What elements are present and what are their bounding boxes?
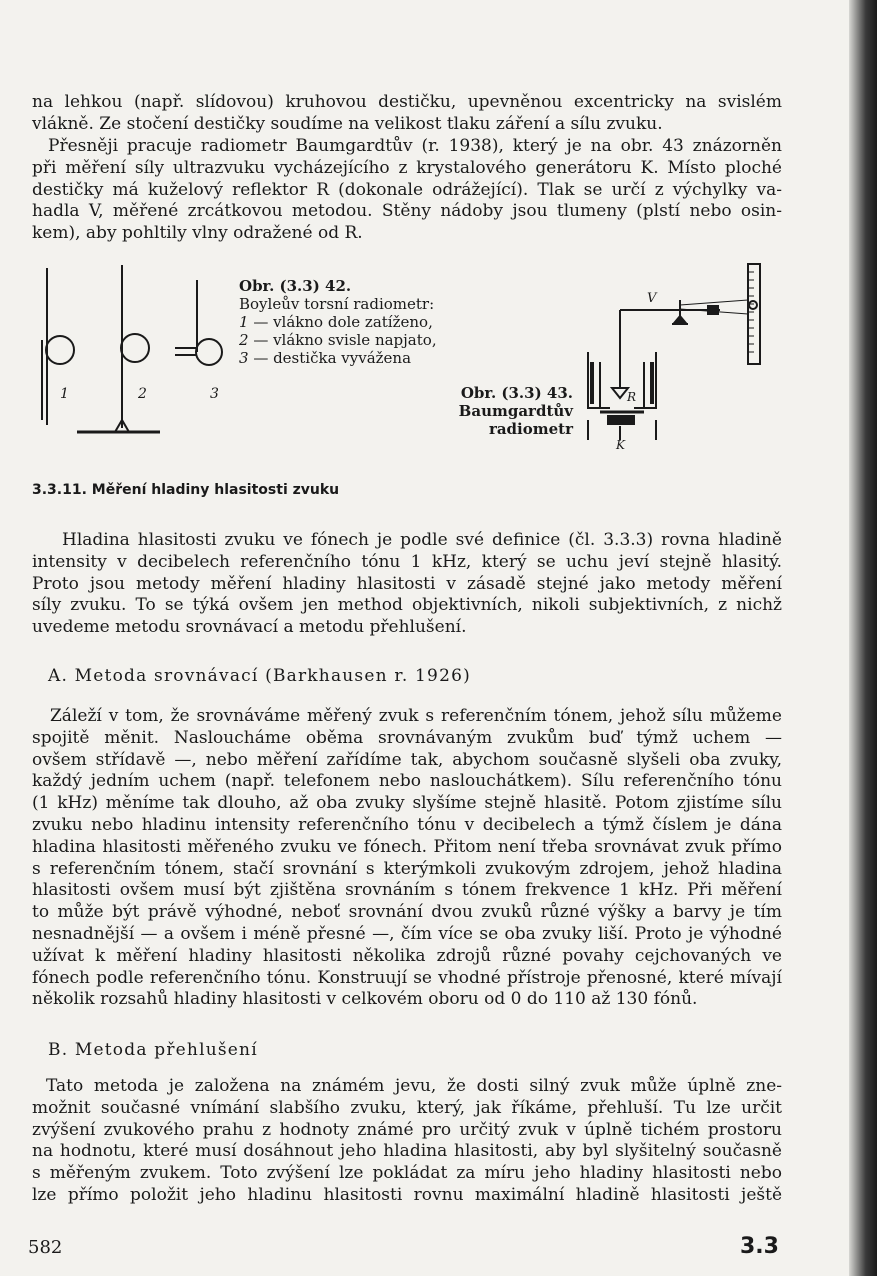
- fig42-subtitle: Boyleův torsní radiometr:: [239, 295, 435, 313]
- b-line-3: zvýšení zvukového prahu z hodnoty známé pro určitý zvuk v úplně tichém prostoru: [32, 1119, 782, 1140]
- section-heading: 3.3.11. Měření hladiny hlasitosti zvuku: [32, 482, 340, 498]
- figure-43-caption: [453, 384, 573, 438]
- paragraph-a: [32, 706, 782, 1011]
- baumgardt-line-1: Přesněji pracuje radiometr Baumgardtův (r. 1938), který je na obr. 43 znázorněn: [48, 136, 782, 156]
- fig42-item-1: 1 — vlákno dole zatíženo,: [239, 313, 433, 331]
- a-line-7: hladina hlasitosti měřeného zvuku ve fónech. Přitom není třeba srovnávat zvuk přímo: [32, 836, 782, 857]
- figure-42-caption: [239, 277, 437, 367]
- a-line-14: několik rozsahů hladiny hlasitosti v celkovém oboru od 0 do 110 až 130 fónů.: [32, 989, 698, 1010]
- section-line-3: Proto jsou metody měření hladiny hlasitosti v zásadě stejné jako metody měření: [32, 573, 782, 594]
- a-line-1: Záleží v tom, že srovnáváme měřený zvuk s referenčním tónem, jehož sílu můžeme: [50, 706, 782, 726]
- a-line-13: fónech podle referenčního tónu. Konstruují se vhodné přístroje přenosné, které mívají: [32, 967, 782, 988]
- baumgardt-line-3: destičky má kuželový reflektor R (dokonale odrážející). Tlak se určí z výchylky va-: [32, 179, 782, 200]
- fig42-label-3: 3: [210, 386, 219, 402]
- b-line-6: lze přímo položit jeho hladinu hlasitosti rovnu maximální hladině hlasitosti ještě: [32, 1184, 782, 1205]
- fig43-label-k: K: [616, 438, 625, 452]
- disc-2: [121, 334, 149, 362]
- baumgardt-paragraph: [32, 136, 782, 245]
- a-line-11: nesnadnější — a ovšem i méně přesné —, čím více se oba zvuky liší. Proto je výhodné: [32, 923, 782, 944]
- section-line-2: intensity v decibelech referenčního tónu 1 kHz, který se uchu jeví stejně hlasitý.: [32, 551, 782, 572]
- subsection-a-heading: A. Metoda srovnávací (Barkhausen r. 1926): [48, 666, 471, 686]
- fig42-label-2: 2: [138, 386, 147, 402]
- scale: [748, 264, 760, 364]
- fig42-title: Obr. (3.3) 42.: [239, 277, 352, 295]
- baumgardt-line-2: při měření síly ultrazvuku vycházejícího z krystalového generátoru K. Místo ploché: [32, 157, 782, 178]
- figure-43-drawing: [580, 260, 770, 450]
- fig43-line2: Baumgardtův: [458, 402, 573, 420]
- fig42-item-3: 3 — destička vyvážena: [239, 349, 412, 367]
- b-line-5: s měřeným zvukem. Toto zvýšení lze pokládat za míru jeho hladiny hlasitosti nebo: [32, 1163, 782, 1184]
- a-line-5: (1 kHz) měníme tak dlouho, až oba zvuky slyšíme stejně hlasitě. Potom zjistíme sílu: [32, 793, 782, 814]
- section-line-5: uvedeme metodu srovnávací a metodu přehlušení.: [32, 617, 467, 638]
- chapter-number: 3.3: [740, 1234, 779, 1259]
- baumgardt-line-4: hadla V, měřené zrcátkovou metodou. Stěny nádoby jsou tlumeny (plstí nebo osin-: [32, 201, 782, 222]
- fig42-label-1: 1: [60, 386, 69, 402]
- page-edge-shadow: [849, 0, 877, 1276]
- fig43-label-v: V: [647, 291, 657, 306]
- a-line-10: to může být právě výhodné, neboť srovnání dvou zvuků různé výšky a barvy je tím: [32, 902, 782, 923]
- fig43-label-r: R: [627, 390, 637, 404]
- disc-1: [46, 336, 74, 364]
- a-line-4: každý jedním uchem (např. telefonem nebo naslouchátkem). Sílu referenčního tónu: [32, 771, 782, 792]
- fig42-item-2: 2 — vlákno svisle napjato,: [239, 331, 437, 349]
- fig43-title: Obr. (3.3) 43.: [460, 384, 573, 402]
- a-line-9: hlasitosti ovšem musí být zjištěna srovnáním s tónem frekvence 1 kHz. Při měření: [32, 880, 782, 901]
- subsection-b-heading: B. Metoda přehlušení: [48, 1040, 258, 1060]
- intro-line-1: na lehkou (např. slídovou) kruhovou destičku, upevněnou excentricky na svislém: [32, 92, 782, 112]
- a-line-6: zvuku nebo hladinu intensity referenčního tónu v decibelech a týmž číslem je dána: [32, 814, 782, 835]
- paragraph-b: [32, 1076, 782, 1207]
- section-line-1: Hladina hlasitosti zvuku ve fónech je podle své definice (čl. 3.3.3) rovna hladině: [62, 530, 782, 550]
- a-line-2: spojitě měnit. Nasloucháme oběma srovnávaným zvukům buď týmž uchem —: [32, 727, 782, 748]
- crystal: [608, 416, 634, 424]
- b-line-4: na hodnotu, které musí dosáhnout jeho hladina hlasitosti, aby byl slyšitelný současně: [32, 1141, 782, 1162]
- fig43-line3: radiometr: [488, 420, 573, 438]
- baumgardt-line-5: kem), aby pohltily vlny odražené od R.: [32, 223, 363, 244]
- section-line-4: síly zvuku. To se týká ovšem jen method objektivních, nikoli subjektivních, z nichž: [32, 595, 782, 616]
- intro-line-2: vlákně. Ze stočení destičky soudíme na velikost tlaku záření a sílu zvuku.: [32, 113, 663, 134]
- figure-42-drawing: [0, 260, 240, 440]
- counterweight: [708, 306, 718, 314]
- b-line-2: možnit současné vnímání slabšího zvuku, který, jak říkáme, přehluší. Tu lze určit: [32, 1097, 782, 1118]
- a-line-3: ovšem střídavě —, nebo měření zařídíme tak, abychom současně slyšeli oba zvuky,: [32, 749, 782, 770]
- page-number: 582: [28, 1237, 63, 1258]
- lamp: [749, 301, 757, 309]
- reflector: [612, 388, 628, 398]
- section-paragraph: [32, 530, 782, 639]
- disc-3: [196, 339, 222, 365]
- a-line-12: užívat k měření hladiny hlasitosti několika zdrojů různé povahy cejchovaných ve: [32, 945, 782, 966]
- intro-paragraph: [32, 92, 782, 136]
- a-line-8: s referenčním tónem, stačí srovnání s kterýmkoli zvukovým zdrojem, jehož hladina: [32, 858, 782, 879]
- b-line-1: Tato metoda je založena na známém jevu, že dosti silný zvuk může úplně zne-: [46, 1076, 782, 1096]
